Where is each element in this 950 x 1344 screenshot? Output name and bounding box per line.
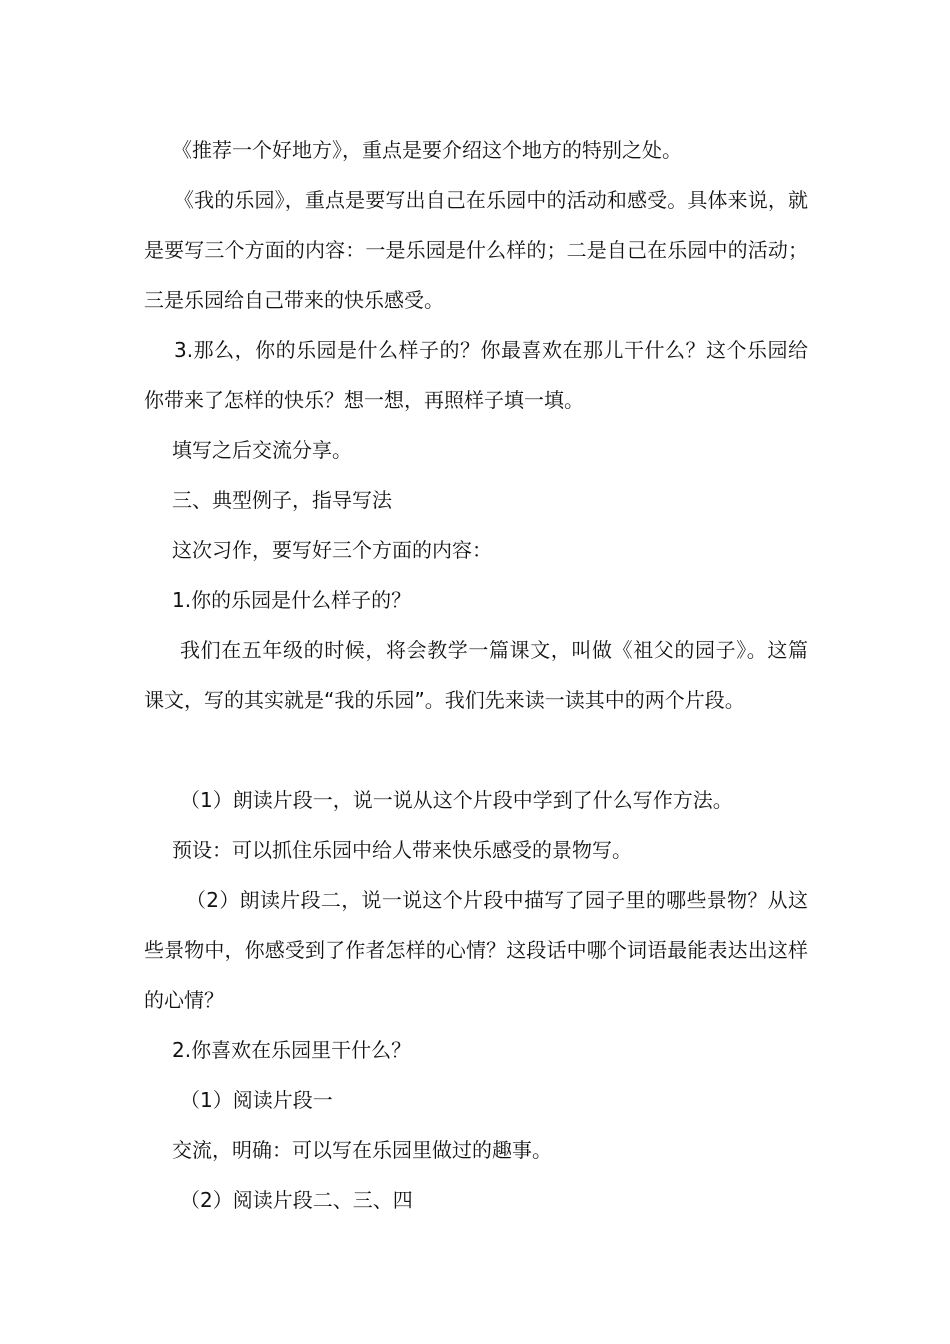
paragraph-read-fragment-1: （1）阅读片段一 — [180, 1088, 333, 1112]
section-heading-examples: 三、典型例子，指导写法 — [172, 488, 392, 512]
paragraph-point-2: 2.你喜欢在乐园里干什么？ — [172, 1038, 412, 1062]
paragraph-point-1: 1.你的乐园是什么样子的？ — [172, 588, 412, 612]
paragraph-reading-2: （2）朗读片段二，说一说这个片段中描写了园子里的哪些景物？从这些景物中，你感受到了作者怎样的心情？这段话中哪个词语最能表达出这样的心情？ — [144, 888, 808, 1012]
paragraph-grandfather-garden: 我们在五年级的时候，将会教学一篇课文，叫做《祖父的园子》。这篇课文，写的其实就是“我的乐园”。我们先来读一读其中的两个片段。 — [144, 638, 808, 712]
paragraph-exchange-clarify: 交流，明确：可以写在乐园里做过的趣事。 — [172, 1138, 552, 1162]
paragraph-question-3: 3.那么，你的乐园是什么样子的？你最喜欢在那儿干什么？这个乐园给你带来了怎样的快乐？想一想，再照样子填一填。 — [144, 338, 808, 412]
paragraph-read-fragments-2-4: （2）阅读片段二、三、四 — [180, 1188, 413, 1212]
paragraph-my-paradise-focus: 《我的乐园》，重点是要写出自己在乐园中的活动和感受。具体来说，就是要写三个方面的内容：一是乐园是什么样的；二是自己在乐园中的活动；三是乐园给自己带来的快乐感受。 — [144, 188, 808, 312]
paragraph-three-aspects: 这次习作，要写好三个方面的内容： — [172, 538, 492, 562]
paragraph-fill-and-share: 填写之后交流分享。 — [172, 438, 352, 462]
paragraph-reading-1: （1）朗读片段一，说一说从这个片段中学到了什么写作方法。 — [180, 788, 733, 812]
paragraph-recommend-place: 《推荐一个好地方》，重点是要介绍这个地方的特别之处。 — [172, 138, 682, 162]
paragraph-presupposition: 预设：可以抓住乐园中给人带来快乐感受的景物写。 — [172, 838, 632, 862]
